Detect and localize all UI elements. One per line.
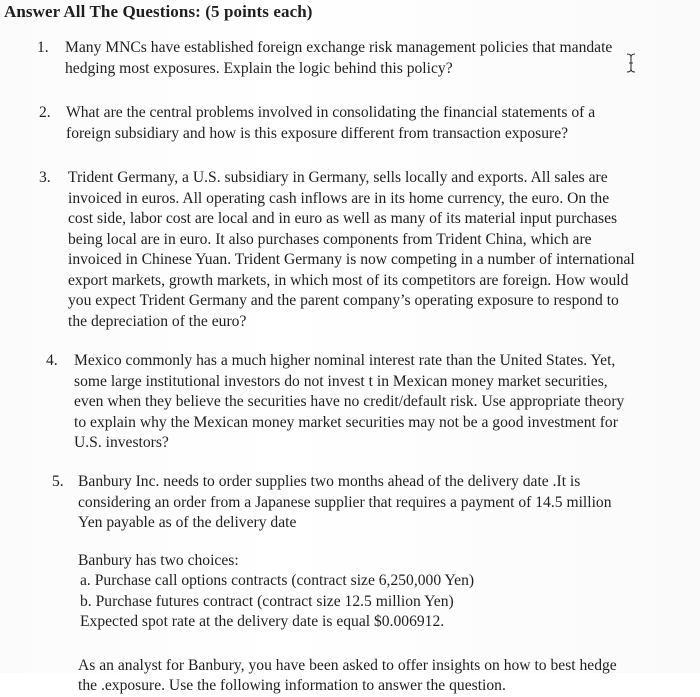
question-line: even when they believe the securities have no credit/default risk. Use appropriate theory: [74, 393, 625, 410]
closing-line: As an analyst for Banbury, you have been asked to offer insights on how to best hedge: [78, 656, 617, 674]
question-line: invoiced in euros. All operating cash inflows are in its home currency, the euro. On the: [68, 189, 610, 207]
question-line: Yen payable as of the delivery date: [78, 514, 297, 531]
question-number: 3.: [39, 169, 51, 186]
question-text: [68, 168, 635, 332]
expected-spot-rate: Expected spot rate at the delivery date is equal $0.006912.: [80, 613, 445, 630]
question-line: the depreciation of the euro?: [68, 312, 247, 330]
question-number: 4.: [46, 352, 58, 369]
choices-intro: Banbury has two choices:: [78, 551, 239, 569]
question-line: Mexico commonly has a much higher nominal interest rate than the United States. Yet,: [74, 352, 616, 369]
closing-line: the .exposure. Use the following information to answer the question.: [78, 677, 506, 694]
question-line: some large institutional investors do not invest t in Mexican money market securities,: [74, 372, 608, 390]
page-heading: Answer All The Questions: (5 points each): [4, 2, 313, 21]
question-text: [66, 103, 595, 144]
text-cursor-icon: [625, 53, 637, 73]
question-line: What are the central problems involved in consolidating the financial statements of a: [66, 104, 596, 121]
question-line: considering an order from a Japanese supplier that requires a payment of 14.5 million: [78, 493, 612, 511]
question-line: U.S. investors?: [74, 434, 169, 451]
question-text: [65, 38, 612, 79]
question-line: hedging most exposures. Explain the logic behind this policy?: [65, 59, 453, 77]
question-text: [78, 472, 617, 697]
question-line: Trident Germany, a U.S. subsidiary in Germany, sells locally and exports. All sales are: [68, 169, 608, 186]
question-line: to explain why the Mexican money market securities may not be a good investment for: [74, 413, 618, 431]
question-line: foreign subsidiary and how is this exposure different from transaction exposure?: [66, 124, 569, 142]
question-line: being local are in euro. It also purchases components from Trident China, which are: [68, 230, 592, 248]
question-number: 2.: [39, 104, 51, 121]
question-line: cost side, labor cost are local and in euro as well as many of its material input purchases: [68, 210, 618, 227]
question-text: [74, 351, 624, 454]
question-line: you expect Trident Germany and the parent company’s operating exposure to respond to: [68, 292, 619, 309]
question-line: invoiced in Chinese Yuan. Trident Germany is now competing in a number of international: [68, 251, 635, 268]
question-line: export markets, growth markets, in which most of its competitors are foreign. How would: [68, 271, 629, 289]
question-number: 1.: [37, 39, 49, 56]
question-number: 5.: [52, 473, 64, 490]
question-line: Many MNCs have established foreign exchange risk management policies that mandate: [65, 39, 613, 56]
question-line: Banbury Inc. needs to order supplies two months ahead of the delivery date .It is: [78, 473, 581, 490]
choice-item: a. Purchase call options contracts (contract size 6,250,000 Yen): [80, 572, 475, 589]
choice-item: b. Purchase futures contract (contract size 12.5 million Yen): [80, 592, 454, 610]
